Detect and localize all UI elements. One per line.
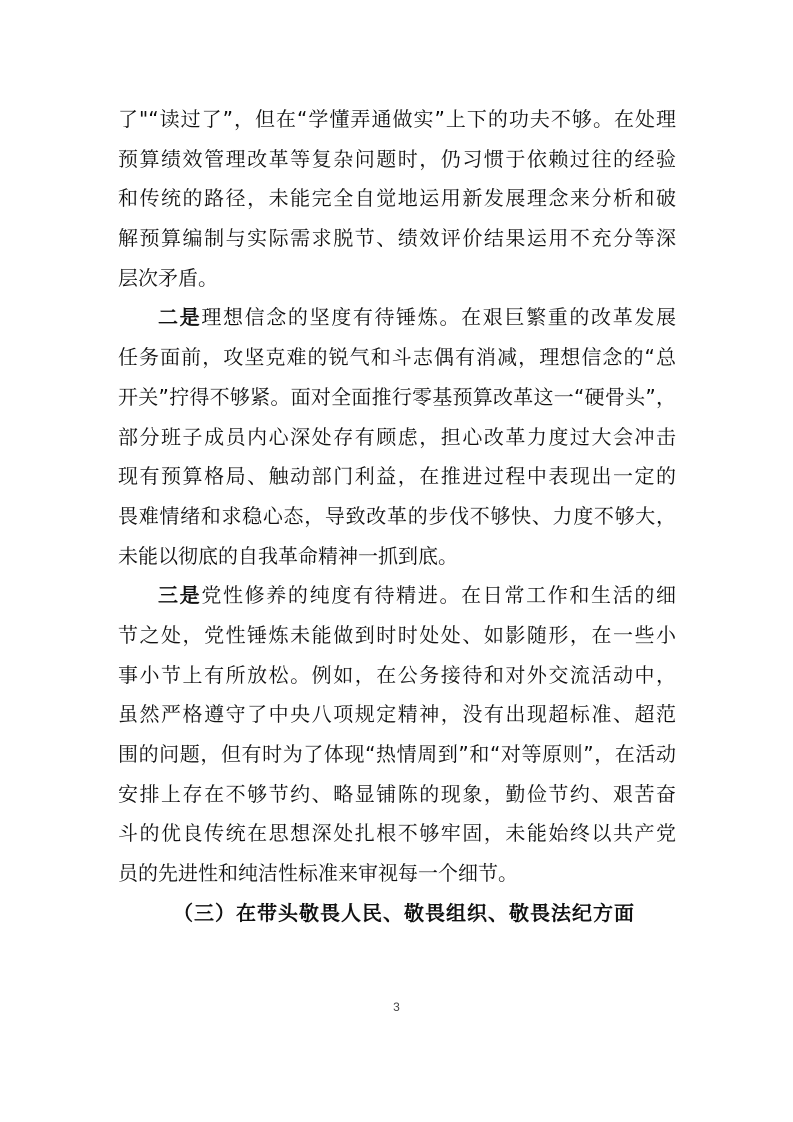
document-body	[118, 100, 676, 933]
paragraph-2-line-4: 部分班子成员内心深处存有顾虑，担心改革力度过大会冲击	[118, 424, 676, 449]
paragraph-3-line-8: 员的先进性和纯洁性标准来审视每一个细节。	[118, 861, 518, 886]
paragraph-2-heading: 二是	[158, 305, 202, 330]
paragraph-3-first-line	[118, 576, 676, 616]
paragraph-1-line-3: 和传统的路径，未能完全自觉地运用新发展理念来分析和破	[118, 186, 676, 211]
page-number: 3	[393, 1000, 400, 1014]
paragraph-2	[118, 298, 676, 576]
paragraph-2-first-line-text: 理想信念的坚度有待锤炼。在艰巨繁重的改革发展	[201, 305, 677, 330]
paragraph-2-line-5: 现有预算格局、触动部门利益，在推进过程中表现出一定的	[118, 464, 676, 489]
paragraph-1-line-5: 层次矛盾。	[118, 265, 218, 290]
paragraph-2-line-7: 未能以彻底的自我革命精神一抓到底。	[118, 543, 458, 568]
paragraph-3-first-line-text: 党性修养的纯度有待精进。在日常工作和生活的细	[201, 583, 677, 608]
paragraph-2-line-2: 任务面前，攻坚克难的锐气和斗志偶有消减，理想信念的“总	[118, 345, 676, 370]
paragraph-3-line-3: 事小节上有所放松。例如，在公务接待和对外交流活动中，	[118, 662, 676, 687]
paragraph-2-first-line	[118, 298, 676, 338]
paragraph-2-line-3: 开关”拧得不够紧。面对全面推行零基预算改革这一“硬骨头”，	[118, 384, 676, 409]
paragraph-1-line-4: 解预算编制与实际需求脱节、绩效评价结果运用不充分等深	[118, 226, 676, 251]
paragraph-1-line-2: 预算绩效管理改革等复杂问题时，仍习惯于依赖过往的经验	[118, 146, 676, 171]
section-heading: （三）在带头敬畏人民、敬畏组织、敬畏法纪方面	[173, 900, 635, 925]
paragraph-2-line-6: 畏难情绪和求稳心态，导致改革的步伐不够快、力度不够大，	[118, 503, 676, 528]
paragraph-1-line-1: 了"“读过了”，但在“学懂弄通做实”上下的功夫不够。在处理	[118, 107, 676, 131]
paragraph-3-heading: 三是	[158, 583, 202, 608]
paragraph-3	[118, 576, 676, 894]
paragraph-3-line-5: 围的问题，但有时为了体现“热情周到”和“对等原则”，在活动	[118, 742, 676, 766]
paragraph-3-line-4: 虽然严格遵守了中央八项规定精神，没有出现超标准、超范	[118, 702, 676, 727]
paragraph-1	[118, 100, 676, 298]
paragraph-3-line-7: 斗的优良传统在思想深处扎根不够牢固，未能始终以共产党	[118, 821, 676, 846]
paragraph-3-line-6: 安排上存在不够节约、略显铺陈的现象，勤俭节约、艰苦奋	[118, 781, 676, 806]
paragraph-3-line-2: 节之处，党性锤炼未能做到时时处处、如影随形，在一些小	[118, 622, 676, 647]
